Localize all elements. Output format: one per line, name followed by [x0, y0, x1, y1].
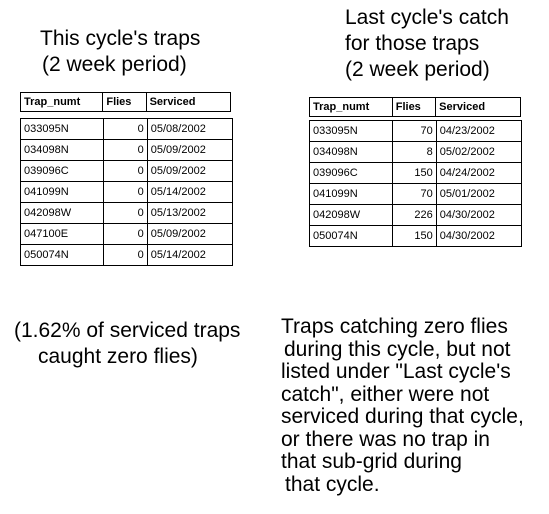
- this-cycle-title-line: (2 week period): [42, 53, 187, 76]
- flies-cell: 0: [104, 224, 148, 245]
- serviced-cell: 05/09/2002: [147, 161, 232, 182]
- note-line: caught zero flies): [38, 345, 198, 368]
- serviced-cell: 05/08/2002: [147, 119, 232, 140]
- column-header-flies: Flies: [103, 93, 146, 112]
- trap-cell: 041099N: [310, 184, 393, 205]
- trap-cell: 042098W: [310, 205, 393, 226]
- table-row: [310, 205, 522, 226]
- flies-cell: 0: [104, 245, 148, 266]
- serviced-cell: 04/30/2002: [436, 205, 521, 226]
- table-row: [310, 163, 522, 184]
- last-cycle-table-header: [309, 97, 521, 117]
- note-line: that sub-grid during: [281, 450, 462, 473]
- serviced-cell: 05/14/2002: [147, 245, 232, 266]
- flies-cell: 0: [104, 140, 148, 161]
- column-header-serviced: Serviced: [436, 98, 521, 117]
- note-line: Traps catching zero flies: [281, 315, 508, 338]
- column-header-trap: Trap_numt: [310, 98, 393, 117]
- this-cycle-title: [40, 26, 200, 78]
- last-cycle-title: [345, 5, 509, 83]
- last-cycle-title-line: for those traps: [345, 32, 480, 55]
- table-row: [21, 182, 233, 203]
- trap-cell: 041099N: [21, 182, 104, 203]
- table-row: [21, 140, 233, 161]
- column-header-serviced: Serviced: [146, 93, 230, 112]
- unlisted-traps-explanation: [281, 316, 524, 496]
- note-line: serviced during that cycle,: [281, 405, 524, 428]
- table-row: [21, 224, 233, 245]
- serviced-cell: 05/14/2002: [147, 182, 232, 203]
- column-header-flies: Flies: [392, 98, 435, 117]
- trap-cell: 050074N: [21, 245, 104, 266]
- serviced-cell: 05/01/2002: [436, 184, 521, 205]
- table-row: [310, 121, 522, 142]
- note-line: that cycle.: [285, 472, 380, 496]
- note-line: catch", either were not: [281, 382, 490, 406]
- serviced-cell: 04/30/2002: [436, 226, 521, 247]
- flies-cell: 0: [104, 161, 148, 182]
- trap-cell: 039096C: [310, 163, 393, 184]
- flies-cell: 0: [104, 203, 148, 224]
- this-cycle-title-line: This cycle's traps: [40, 27, 201, 50]
- flies-cell: 226: [393, 205, 437, 226]
- serviced-cell: 05/09/2002: [147, 140, 232, 161]
- flies-cell: 70: [393, 121, 437, 142]
- flies-cell: 8: [393, 142, 437, 163]
- zero-flies-percentage-note: [14, 318, 240, 370]
- table-row: [21, 203, 233, 224]
- table-row: [310, 142, 522, 163]
- flies-cell: 150: [393, 226, 437, 247]
- serviced-cell: 05/02/2002: [436, 142, 521, 163]
- trap-cell: 050074N: [310, 226, 393, 247]
- last-cycle-table: [309, 120, 522, 247]
- table-row: [310, 226, 522, 247]
- last-cycle-title-line: (2 week period): [345, 58, 490, 81]
- trap-cell: 034098N: [21, 140, 104, 161]
- table-row: [21, 161, 233, 182]
- flies-cell: 0: [104, 182, 148, 203]
- table-row: [310, 184, 522, 205]
- this-cycle-table-header: [20, 92, 231, 112]
- trap-cell: 034098N: [310, 142, 393, 163]
- note-line: (1.62% of serviced traps: [14, 319, 241, 342]
- trap-cell: 042098W: [21, 203, 104, 224]
- serviced-cell: 05/09/2002: [147, 224, 232, 245]
- serviced-cell: 05/13/2002: [147, 203, 232, 224]
- serviced-cell: 04/23/2002: [436, 121, 521, 142]
- trap-cell: 039096C: [21, 161, 104, 182]
- this-cycle-table: [20, 118, 233, 266]
- table-row: [21, 119, 233, 140]
- note-line: during this cycle, but not: [284, 337, 511, 361]
- table-row: [21, 245, 233, 266]
- note-line: listed under "Last cycle's: [281, 360, 511, 383]
- column-header-trap: Trap_numt: [21, 93, 103, 112]
- last-cycle-title-line: Last cycle's catch: [345, 6, 509, 29]
- flies-cell: 70: [393, 184, 437, 205]
- note-line: or there was no trap in: [281, 427, 490, 451]
- trap-cell: 047100E: [21, 224, 104, 245]
- trap-cell: 033095N: [21, 119, 104, 140]
- flies-cell: 150: [393, 163, 437, 184]
- trap-cell: 033095N: [310, 121, 393, 142]
- serviced-cell: 04/24/2002: [436, 163, 521, 184]
- flies-cell: 0: [104, 119, 148, 140]
